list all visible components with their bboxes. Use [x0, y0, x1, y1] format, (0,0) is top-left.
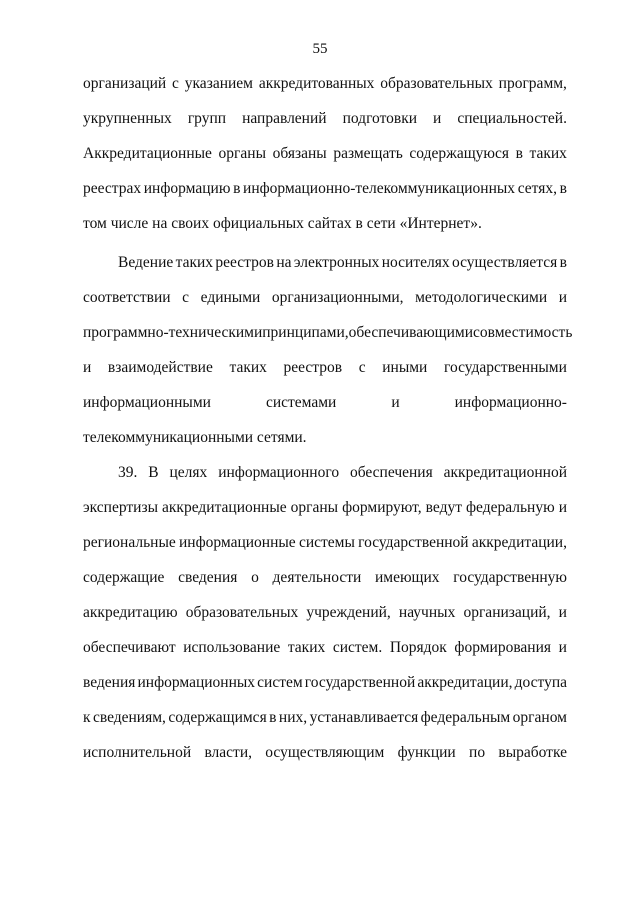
word: 39. — [118, 464, 138, 481]
word: сведения — [178, 569, 238, 586]
word: размещать — [333, 145, 403, 162]
word: обеспечивают — [83, 639, 176, 656]
word: на — [276, 254, 292, 271]
text-line — [83, 673, 567, 693]
text-line — [118, 253, 567, 273]
word: ведения — [83, 674, 136, 691]
word: информационные — [178, 534, 296, 551]
word: обеспечивающими — [348, 324, 474, 341]
text-line: телекоммуникационными сетями. — [83, 429, 307, 446]
word: системами — [265, 394, 337, 411]
word: государственными — [443, 359, 567, 376]
text-line — [83, 498, 567, 518]
text-line — [83, 743, 567, 763]
word: и — [558, 639, 567, 656]
word: программно-техническими — [83, 324, 263, 341]
word: иными — [382, 359, 428, 376]
word: электронных — [293, 254, 380, 271]
word: использование — [183, 639, 281, 656]
word: совместимость — [473, 324, 573, 341]
word: содержащуюся — [409, 145, 509, 162]
word: информационными — [83, 394, 211, 411]
word: и — [83, 359, 92, 376]
text-line — [83, 179, 567, 199]
word: системы — [298, 534, 355, 551]
word: аккредитационные — [162, 499, 287, 516]
word: формирования — [454, 639, 552, 656]
word: образовательных — [185, 604, 299, 621]
text-line — [83, 393, 567, 413]
word: методологическими — [415, 289, 548, 306]
word: информационного — [218, 464, 340, 481]
word: осуществляется — [451, 254, 558, 271]
text-line — [83, 533, 567, 553]
word: обеспечения — [349, 464, 433, 481]
word: органы — [218, 145, 266, 162]
word: с — [172, 75, 179, 92]
word: групп — [187, 110, 227, 127]
text-line — [83, 144, 567, 164]
word: организаций, — [463, 604, 551, 621]
word: экспертизы — [83, 499, 159, 516]
word: научных — [398, 604, 456, 621]
text-line — [83, 603, 567, 623]
word: выработке — [498, 744, 567, 761]
word: ведут — [425, 499, 462, 516]
word: целях — [169, 464, 208, 481]
word: принципами, — [262, 324, 349, 341]
word: носителях — [381, 254, 450, 271]
word: Ведение — [118, 254, 174, 271]
text-line — [83, 323, 573, 343]
word: в — [559, 180, 567, 197]
text-line — [83, 568, 567, 588]
text-line — [83, 358, 567, 378]
word: аккредитации, — [471, 534, 567, 551]
word: доступа — [514, 674, 567, 691]
word: имеющих — [374, 569, 440, 586]
text-line — [83, 74, 567, 94]
word: содержащимся — [168, 709, 267, 726]
word: деятельности — [272, 569, 362, 586]
word: и — [558, 499, 567, 516]
word: федеральную — [466, 499, 555, 516]
word: государственной — [358, 534, 469, 551]
text-line — [118, 463, 567, 483]
word: обязаны — [272, 145, 327, 162]
word: функции — [397, 744, 456, 761]
word: органы — [290, 499, 339, 516]
word: направлений — [242, 110, 327, 127]
word: информацию — [143, 180, 231, 197]
word: и — [558, 289, 567, 306]
word: подготовки — [342, 110, 418, 127]
word: таких — [229, 359, 267, 376]
word: аккредитованных — [258, 75, 375, 92]
text-line — [83, 708, 567, 728]
word: образовательных — [380, 75, 493, 92]
word: систем — [257, 674, 303, 691]
word: формируют, — [342, 499, 422, 516]
word: аккредитационной — [443, 464, 567, 481]
word: в — [559, 254, 567, 271]
word: и — [391, 394, 400, 411]
word: взаимодействие — [107, 359, 213, 376]
word: систем. — [332, 639, 383, 656]
word: информационных — [137, 674, 256, 691]
word: аккредитации, — [417, 674, 513, 691]
word: государственной — [304, 674, 416, 691]
word: осуществляющим — [265, 744, 385, 761]
word: о — [251, 569, 259, 586]
word: реестров — [215, 254, 274, 271]
word: с — [182, 289, 190, 306]
word: по — [469, 744, 486, 761]
word: Аккредитационные — [83, 145, 212, 162]
text-line — [83, 109, 567, 129]
text-line — [83, 638, 567, 658]
text-line — [83, 288, 567, 308]
word: и — [433, 110, 442, 127]
word: сетях, — [517, 180, 557, 197]
word: учреждений, — [306, 604, 391, 621]
word: реестрах — [83, 180, 142, 197]
word: организационными, — [271, 289, 404, 306]
word: таких — [175, 254, 214, 271]
word: содержащие — [83, 569, 165, 586]
word: исполнительной — [83, 744, 192, 761]
word: информационно-телекоммуникационных — [243, 180, 516, 197]
word: организаций — [83, 75, 167, 92]
word: реестров — [283, 359, 343, 376]
word: в — [269, 709, 277, 726]
word: в — [233, 180, 241, 197]
word: В — [148, 464, 159, 481]
page-number: 55 — [312, 41, 328, 57]
word: таких — [287, 639, 326, 656]
word: таких — [529, 145, 567, 162]
word: указанием — [184, 75, 253, 92]
word: в — [515, 145, 523, 162]
word: едиными — [200, 289, 261, 306]
word: информационно- — [454, 394, 567, 411]
word: и — [558, 604, 567, 621]
word: устанавливается — [309, 709, 419, 726]
word: сведениям, — [92, 709, 166, 726]
word: органом — [512, 709, 567, 726]
word: Порядок — [389, 639, 447, 656]
word: укрупненных — [83, 110, 172, 127]
word: государственную — [453, 569, 567, 586]
word: специальностей. — [457, 110, 567, 127]
word: программ, — [498, 75, 567, 92]
word: федеральным — [420, 709, 511, 726]
word: власти, — [204, 744, 252, 761]
word: к — [83, 709, 91, 726]
word: соответствии — [83, 289, 171, 306]
word: с — [358, 359, 366, 376]
text-line: том числе на своих официальных сайтах в сети «Интернет». — [83, 215, 482, 232]
word: них, — [278, 709, 308, 726]
word: аккредитацию — [83, 604, 178, 621]
word: региональные — [83, 534, 176, 551]
